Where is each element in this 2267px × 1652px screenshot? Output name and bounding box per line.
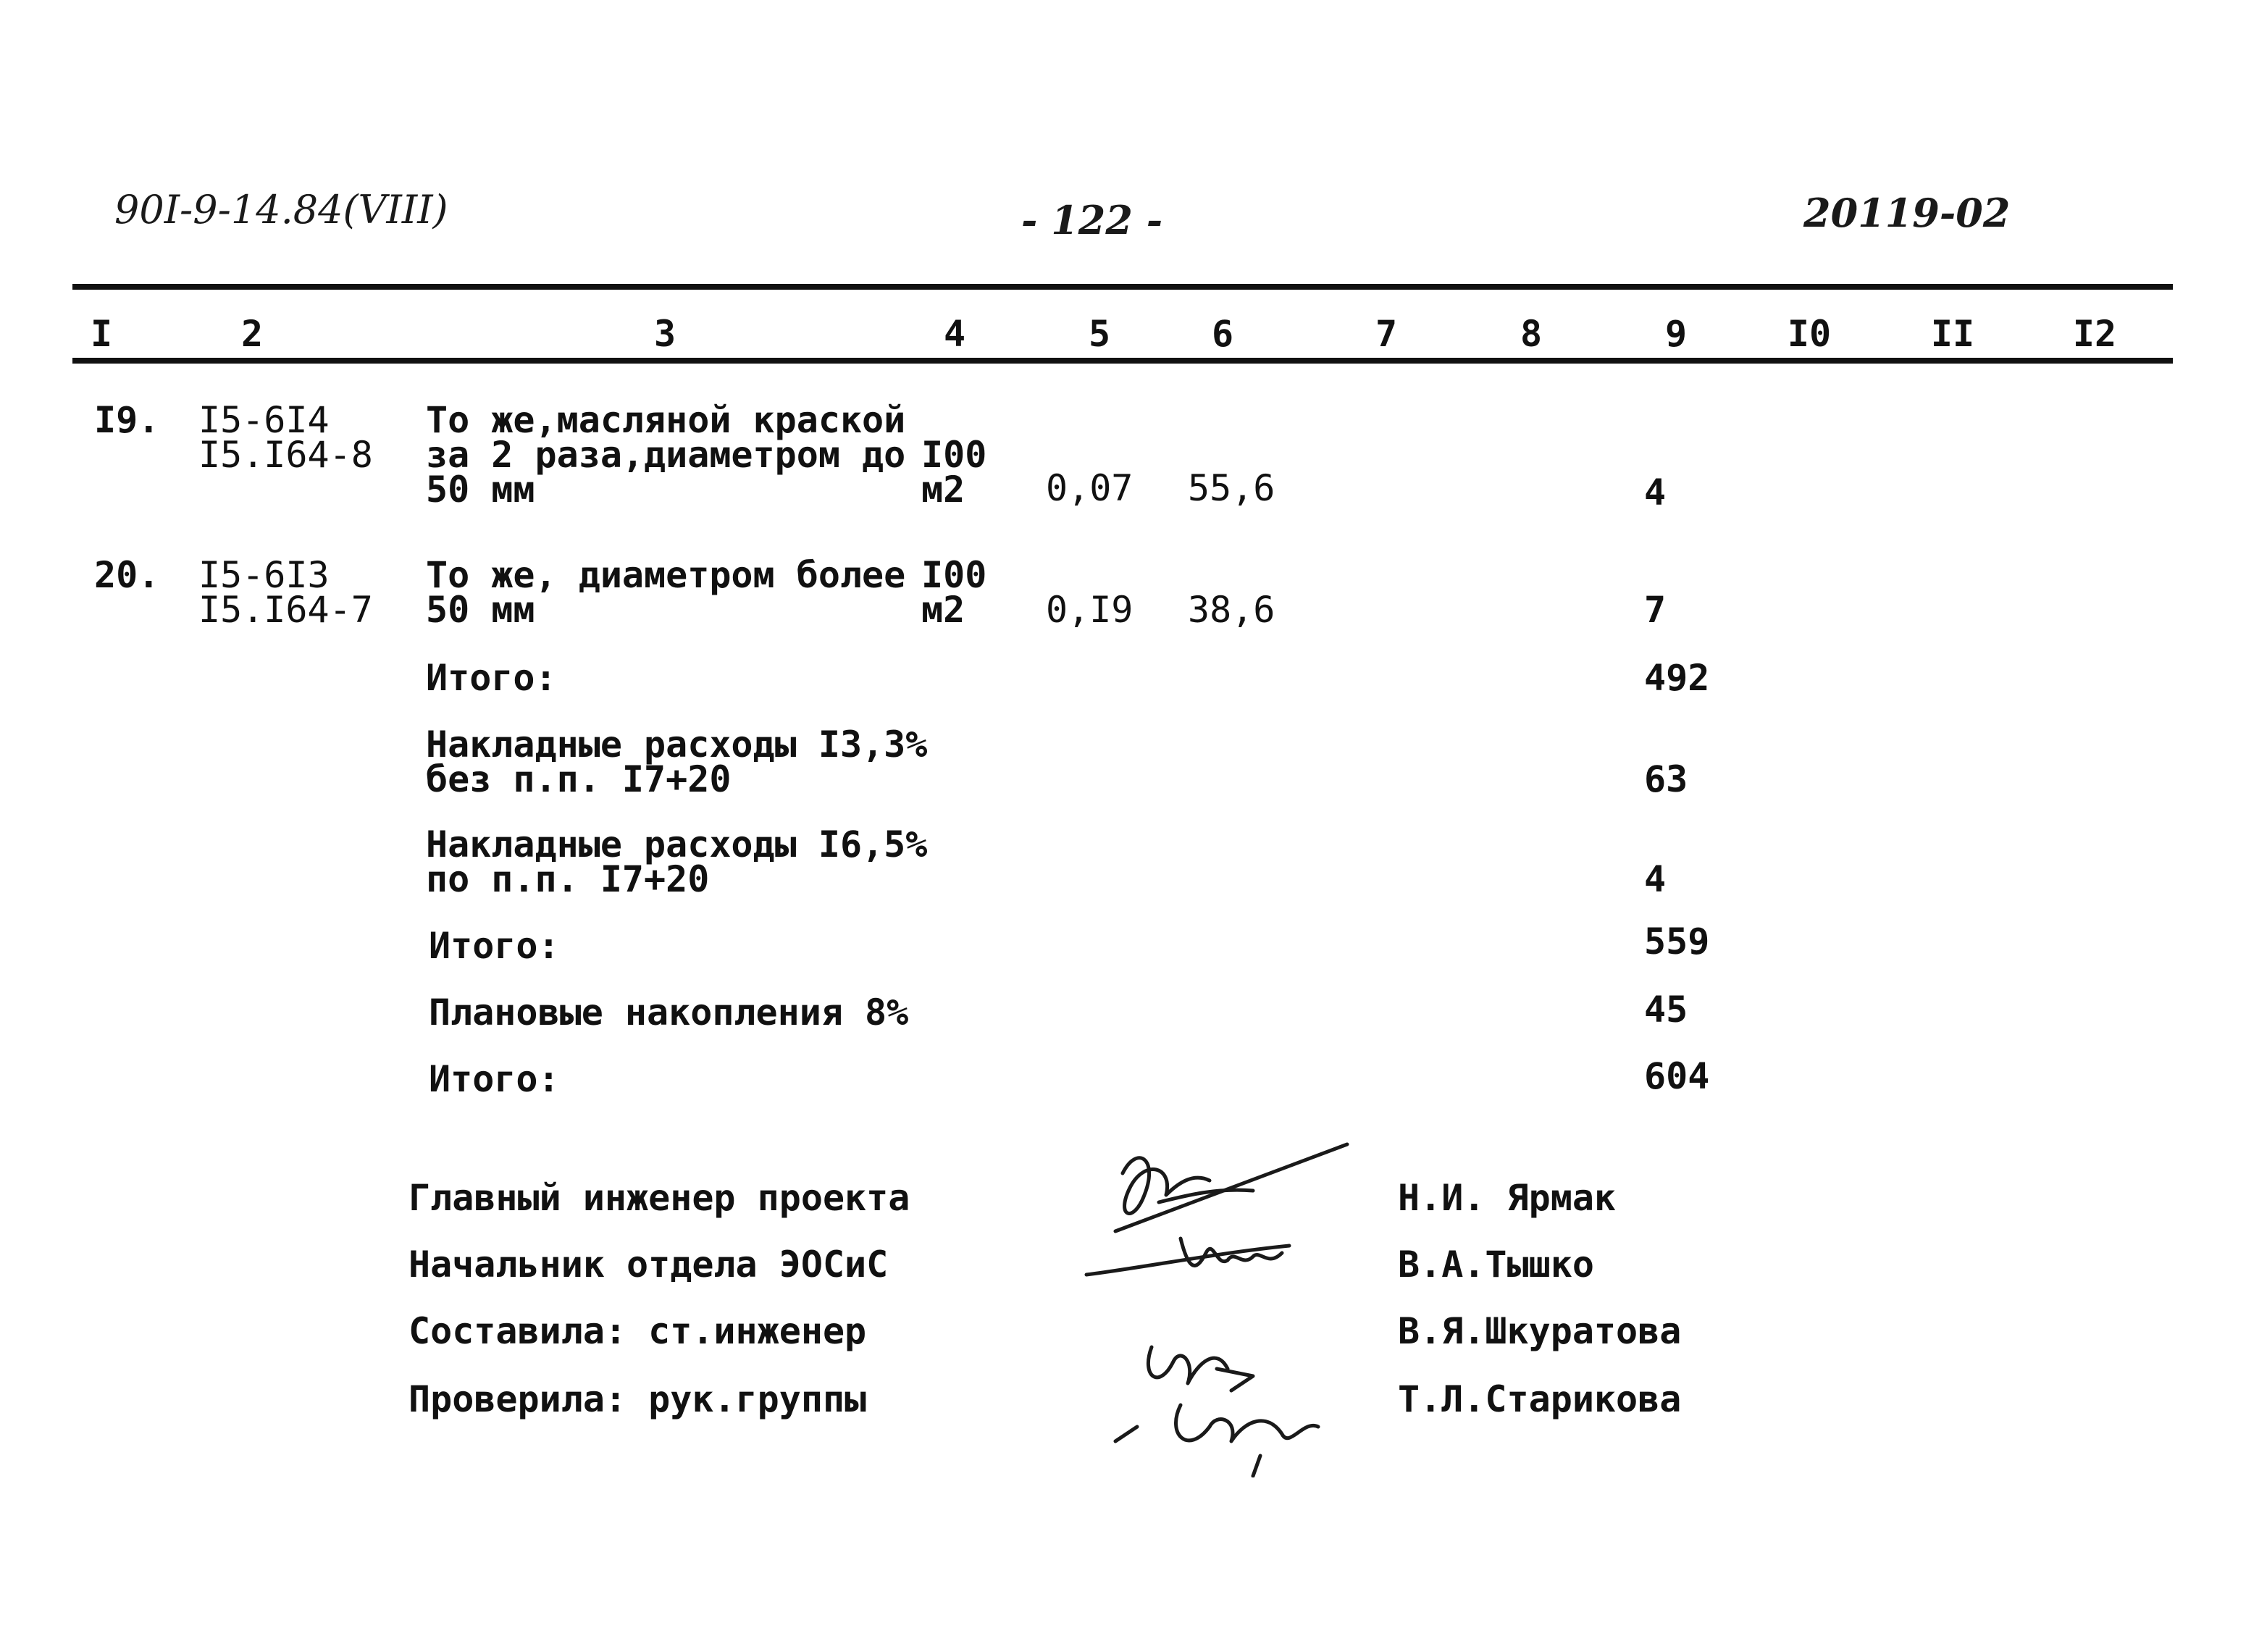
- row-price: 55,6: [1188, 467, 1275, 509]
- row-total: 4: [1644, 471, 1667, 513]
- summary-label: Итого:: [429, 925, 560, 967]
- summary-value: 559: [1644, 921, 1710, 963]
- summary-label: Итого:: [429, 1058, 560, 1100]
- signatory-name: В.Я.Шкуратова: [1398, 1310, 1682, 1352]
- column-header: 3: [653, 313, 676, 355]
- column-header: 6: [1211, 313, 1234, 355]
- summary-value: 4: [1644, 858, 1667, 900]
- column-header: 8: [1520, 313, 1543, 355]
- row-unit: I00 м2: [921, 434, 987, 511]
- summary-value: 604: [1644, 1055, 1710, 1097]
- signature-stroke: [1115, 1144, 1347, 1231]
- page-number: - 122 -: [1021, 197, 1163, 243]
- row-codes: I5-6I4 I5.I64-8: [198, 399, 373, 476]
- row-quantity: 0,07: [1046, 467, 1134, 509]
- column-header: 4: [943, 313, 966, 355]
- signature-stroke: [1253, 1456, 1260, 1476]
- signature-stroke: [1217, 1369, 1253, 1391]
- signatory-role: Проверила: рук.группы: [408, 1378, 867, 1420]
- signature-stroke: [1148, 1347, 1228, 1383]
- row-price: 38,6: [1188, 589, 1275, 631]
- row-description: То же, диаметром более 50 мм: [426, 554, 906, 631]
- signatory-role: Составила: ст.инженер: [408, 1310, 867, 1352]
- row-quantity: 0,I9: [1046, 589, 1134, 631]
- row-number: 20.: [94, 554, 160, 596]
- column-header: 9: [1664, 313, 1688, 355]
- summary-value: 492: [1644, 657, 1710, 699]
- top-rule: [72, 284, 2173, 290]
- row-description: То же,масляной краской за 2 раза,диаметром до 50 мм: [426, 399, 906, 511]
- signature-stroke: [1176, 1405, 1318, 1441]
- signatory-role: Главный инженер проекта: [408, 1177, 910, 1219]
- column-header: I: [90, 313, 113, 355]
- signatory-name: В.А.Тышко: [1398, 1244, 1594, 1286]
- header-rule: [72, 358, 2173, 364]
- row-unit: I00 м2: [921, 554, 987, 631]
- signature-stroke: [1123, 1158, 1210, 1214]
- row-total: 7: [1644, 589, 1667, 631]
- column-header: II: [1930, 313, 1975, 355]
- document-code: 90I-9-14.84(VIII): [114, 187, 448, 232]
- column-header: I0: [1787, 313, 1832, 355]
- handwritten-signatures: [1072, 1130, 1376, 1477]
- summary-label: Накладные расходы I6,5% по п.п. I7+20: [426, 823, 928, 900]
- document-reference: 20119-02: [1803, 190, 2011, 236]
- signatory-name: Т.Л.Старикова: [1398, 1378, 1682, 1420]
- summary-value: 45: [1644, 989, 1688, 1031]
- row-number: I9.: [94, 399, 160, 441]
- summary-label: Плановые накопления 8%: [429, 991, 909, 1033]
- signatory-name: Н.И. Ярмак: [1398, 1177, 1617, 1219]
- row-codes: I5-6I3 I5.I64-7: [198, 554, 373, 631]
- signatory-role: Начальник отдела ЭОСиС: [408, 1244, 889, 1286]
- summary-label: Итого:: [426, 657, 557, 699]
- summary-value: 63: [1644, 758, 1688, 800]
- column-header: 2: [240, 313, 264, 355]
- summary-label: Накладные расходы I3,3% без п.п. I7+20: [426, 724, 928, 800]
- column-header: I2: [2072, 313, 2117, 355]
- column-header: 5: [1088, 313, 1111, 355]
- column-header: 7: [1375, 313, 1398, 355]
- signature-stroke: [1115, 1427, 1137, 1441]
